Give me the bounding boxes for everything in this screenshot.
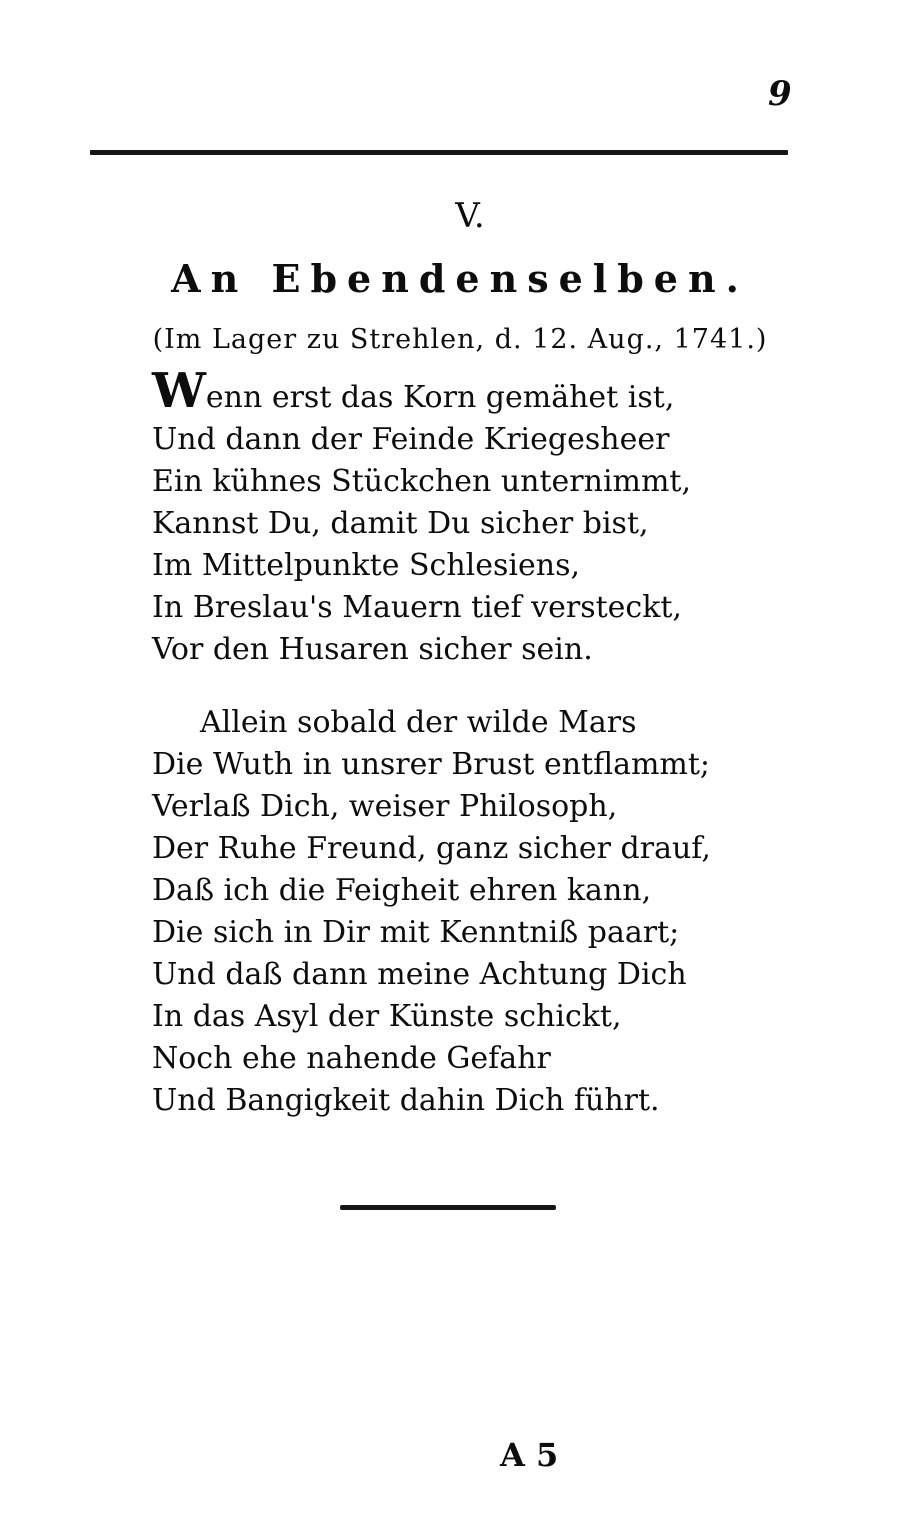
stanza-1 [152, 363, 772, 671]
poem-line: Die Wuth in unsrer Brust entflammt; [152, 747, 711, 782]
poem-line: Im Mittelpunkte Schlesiens, [152, 548, 580, 583]
poem-line: Vor den Husaren sicher sein. [152, 632, 593, 667]
poem-line: Allein sobald der wilde Mars [200, 705, 637, 740]
poem-line: In Breslau's Mauern tief versteckt, [152, 590, 682, 625]
poem-line: Ein kühnes Stückchen unternimmt, [152, 464, 692, 499]
stanza-2 [152, 702, 772, 1122]
end-rule [340, 1205, 556, 1210]
poem-line: Die sich in Dir mit Kenntniß paart; [152, 915, 680, 950]
poem-title: An Ebendenselben. [171, 256, 749, 301]
poem-line: Und dann der Feinde Kriegesheer [152, 422, 670, 457]
header-rule [90, 150, 788, 155]
poem-line: Und daß dann meine Achtung Dich [152, 957, 687, 992]
poem-number: V. [455, 196, 485, 236]
poem-line: Daß ich die Feigheit ehren kann, [152, 873, 652, 908]
poem-line: Der Ruhe Freund, ganz sicher drauf, [152, 831, 711, 866]
poem-dateline: (Im Lager zu Strehlen, d. 12. Aug., 1741.) [152, 324, 768, 355]
poem-line: Kannst Du, damit Du sicher bist, [152, 506, 649, 541]
poem-line: In das Asyl der Künste schickt, [152, 999, 622, 1034]
poem-line: Noch ehe nahende Gefahr [152, 1041, 551, 1076]
page-number: 9 [768, 74, 792, 114]
signature-mark: A 5 [500, 1436, 559, 1474]
poem-line: Und Bangigkeit dahin Dich führt. [152, 1083, 660, 1118]
poem-line: Wenn erst das Korn gemähet ist, [152, 363, 675, 419]
poem-line: Verlaß Dich, weiser Philosoph, [152, 789, 618, 824]
